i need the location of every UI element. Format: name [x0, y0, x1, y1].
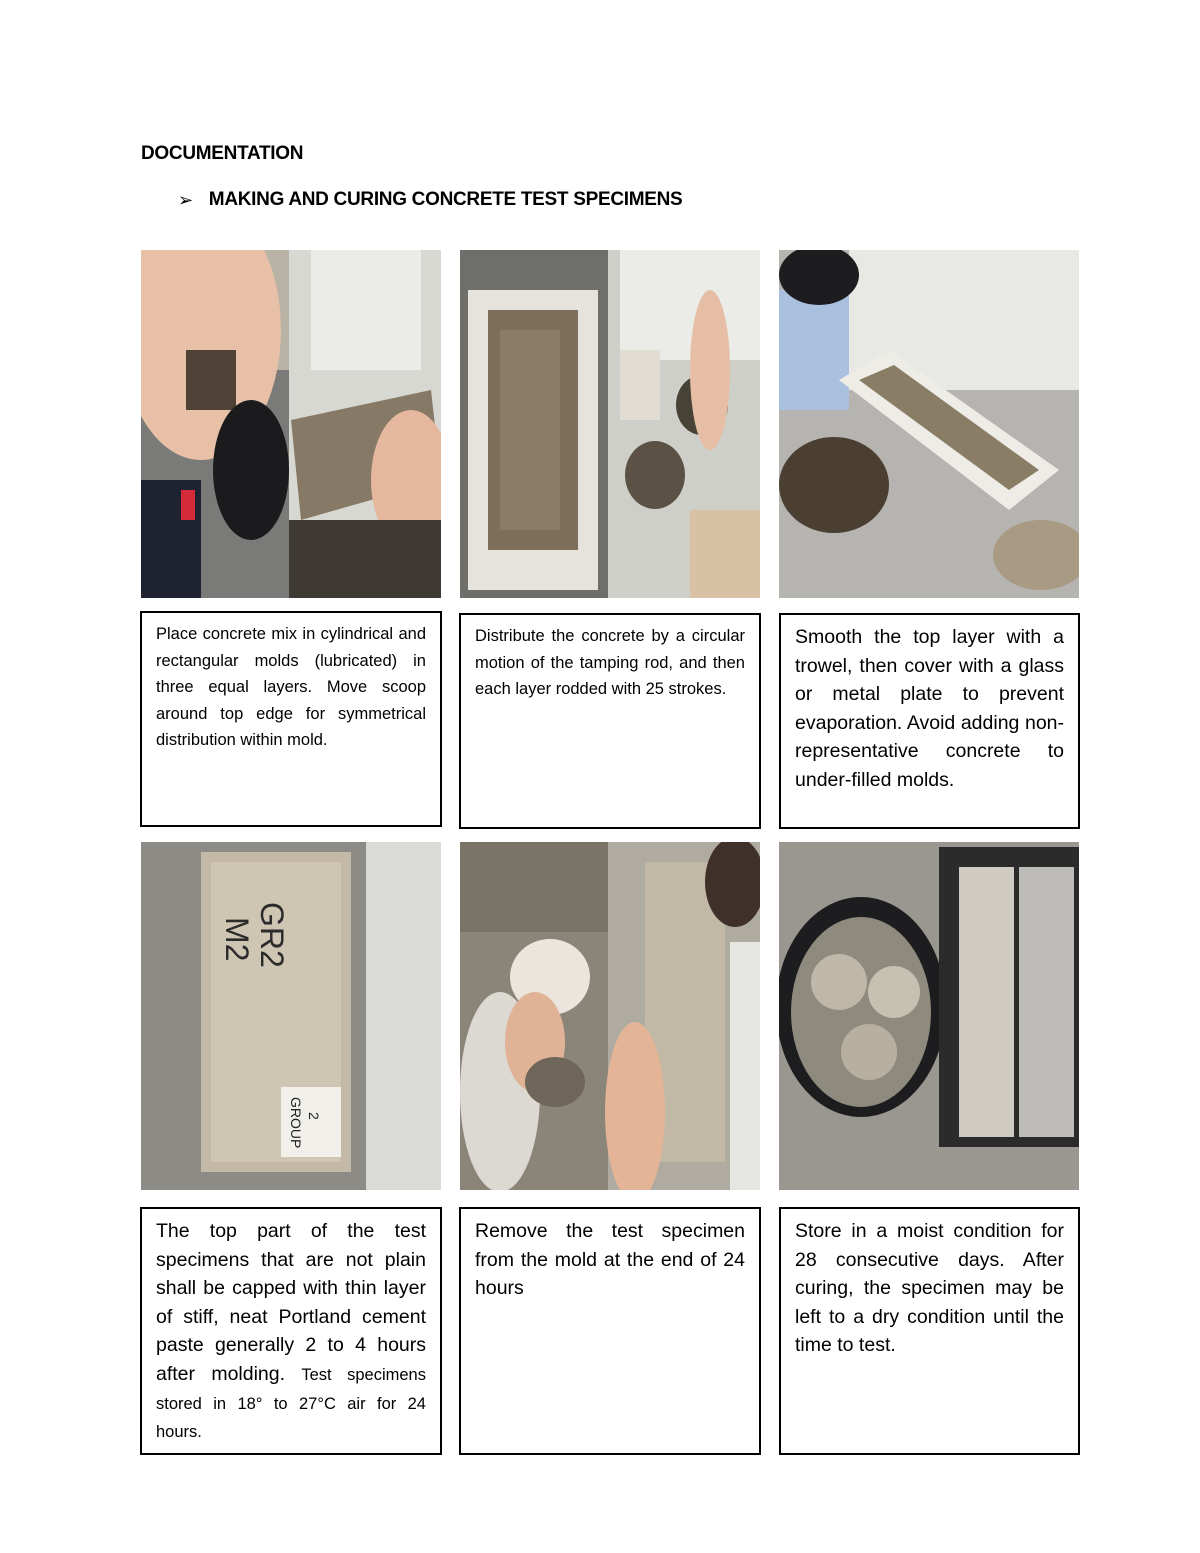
step-1-caption: Place concrete mix in cylindrical and rectangular molds (lubricated) in three equal layers. Move scoop around top edge for symmetrical distribution within mold. — [156, 625, 426, 750]
step-1-caption-box — [140, 611, 442, 827]
step-5-caption: Remove the test specimen from the mold at the end of 24 hours — [475, 1220, 745, 1300]
photo-placing-concrete — [141, 250, 441, 598]
step-3-caption: Smooth the top layer with a trowel, then cover with a glass or metal plate to prevent evaporation. Avoid adding non-representative concrete to under-filled molds. — [795, 626, 1064, 791]
page-heading: DOCUMENTATION — [141, 143, 304, 164]
step-3-caption-box — [779, 613, 1080, 829]
photo-capped-specimen — [141, 842, 441, 1190]
photo-rodding-concrete — [460, 250, 760, 598]
section-title — [178, 189, 682, 211]
step-4-caption-tail: Test specimens stored in 18° to 27°C air for 24 hours. — [156, 1365, 426, 1442]
tag-line-2: 2 — [306, 1112, 322, 1120]
tag-line-1: GROUP — [288, 1097, 304, 1149]
arrow-bullet-icon: ➢ — [178, 189, 193, 210]
step-2-caption: Distribute the concrete by a circular motion of the tamping rod, and then each layer rodded with 25 strokes. — [475, 627, 745, 699]
step-4-caption — [156, 1217, 426, 1446]
photo-curing-storage — [779, 842, 1079, 1190]
step-4-caption-box — [140, 1207, 442, 1455]
step-5-caption-box — [459, 1207, 761, 1455]
photo-smoothing-top — [779, 250, 1079, 598]
step-6-caption: Store in a moist condition for 28 consecutive days. After curing, the specimen may be left to a dry condition until the time to test. — [795, 1220, 1064, 1357]
step-4-caption-main: The top part of the test specimens that are not plain shall be capped with thin layer of stiff, neat Portland cement paste generally 2 to 4 hours after molding. — [156, 1220, 426, 1385]
step-6-caption-box — [779, 1207, 1080, 1455]
section-title-text: MAKING AND CURING CONCRETE TEST SPECIMENS — [208, 189, 683, 210]
mold-marking-2: M2 — [219, 917, 255, 962]
mold-marking-1: GR2 — [254, 902, 290, 968]
step-2-caption-box — [459, 613, 761, 829]
photo-removing-specimen — [460, 842, 760, 1190]
